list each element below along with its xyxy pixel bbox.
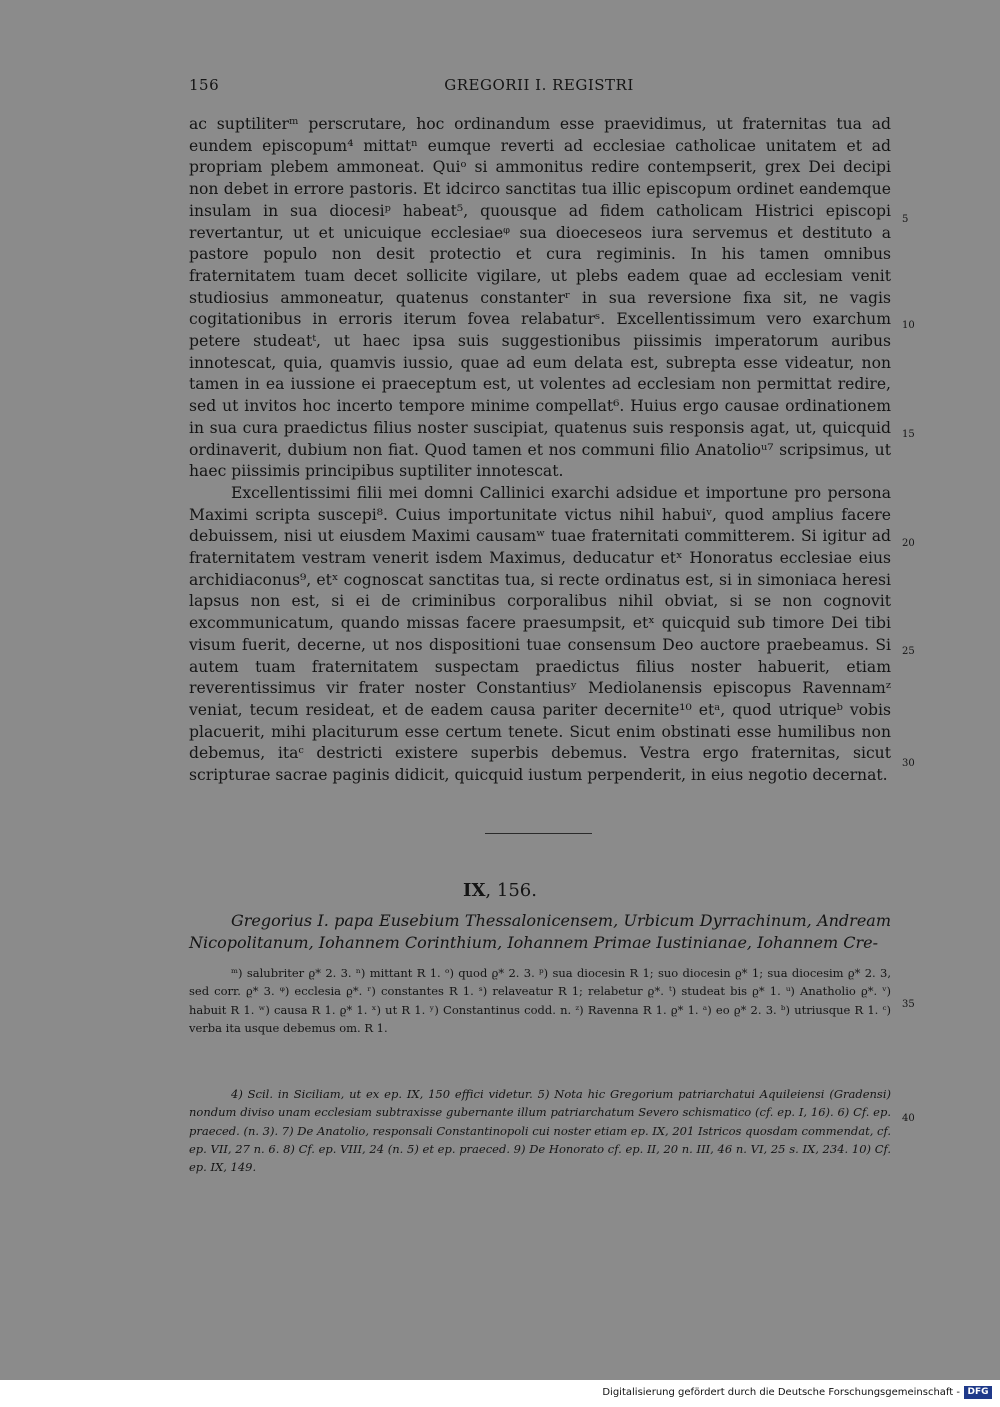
line-number: 5 <box>902 214 909 225</box>
running-title: GREGORII I. REGISTRI <box>444 76 634 94</box>
line-number: 40 <box>902 1113 915 1124</box>
line-number: 30 <box>902 758 915 769</box>
line-number: 10 <box>902 320 915 331</box>
dfg-logo: DFG <box>964 1386 992 1399</box>
critical-apparatus <box>189 964 891 1037</box>
summary-text: Gregorius I. papa Eusebium Thessalonicensem, Urbicum Dyrrachinum, Andream Nicopolitanum, Iohannem Corinthium, Iohannem Primae Iustinianae, Iohannem Cre- <box>189 911 891 952</box>
footer-bar <box>0 1380 1000 1407</box>
main-text <box>189 114 891 787</box>
page-number: 156 <box>189 76 220 94</box>
letter-suffix: , 156. <box>485 880 537 901</box>
line-number: 15 <box>902 429 915 440</box>
section-divider <box>485 833 592 834</box>
line-number: 35 <box>902 999 915 1010</box>
letter-number: IX <box>463 880 486 901</box>
funding-notice: Digitalisierung gefördert durch die Deutsche Forschungsgemeinschaft - <box>602 1387 960 1398</box>
commentary-notes <box>189 1085 891 1176</box>
letter-title <box>0 880 1000 901</box>
paragraph-1: ac suptiliterᵐ perscrutare, hoc ordinandum esse praevidimus, ut fraternitas tua ad eundem episcopum⁴ mittatⁿ eumque reverti ad ecclesiae catholicae unitatem et ad propriam plebem ammoneat. Quiᵒ si ammonitus redire contempserit, grex Dei decipi non debet in errore pastoris. Et idcirco sanctitas tua illic episcopum ordinet eandemque insulam in sua diocesiᵖ habeat⁵, quousque ad fidem catholicam Histrici episcopi revertantur, ut et unicuique ecclesiaeᵠ sua dioeceseos iura servemus et destituto a pastore populo non desit protectio et cura regiminis. In his tamen omnibus fraternitatem tuam decet sollicite vigilare, ut plebs eadem quae ad ecclesiam venit studiosius ammoneatur, quatenus constanterʳ in sua reversione fixa sit, ne vagis cogitationibus in erroris iterum fovea relabaturˢ. Excellentissimum vero exarchum petere studeatᵗ, ut haec ipsa suis suggestionibus piissimis imperatorum auribus innotescat, quia, quamvis iussio, quae ad eum delata est, subrepta esse videatur, non tamen in ea iussione ei praeceptum est, ut volentes ad ecclesiam non permittat redire, sed ut invitos hoc incerto tempore minime compellat⁶. Huius ergo causae ordinationem in sua cura praedictus filius noster suscipiat, quatenus suis responsis agat, ut, quicquid ordinaverit, dubium non fiat. Quod tamen et nos communi filio Anatolioᵘ⁷ scripsimus, ut haec piissimis principibus suptiliter innotescat. <box>189 115 891 481</box>
letter-summary <box>189 910 891 954</box>
line-number: 25 <box>902 646 915 657</box>
commentary-text: 4) Scil. in Siciliam, ut ex ep. IX, 150 effici videtur. 5) Nota hic Gregorium patriarchatui Aquileiensi (Gradensi) nondum diviso unam ecclesiam subtraxisse gubernante illum patriarchatum Severo schismatico (cf. ep. I, 16). 6) Cf. ep. praeced. (n. 3). 7) De Anatolio, responsali Constantinopoli cui noster etiam ep. IX, 201 Istricos quosdam commendat, cf. ep. VII, 27 n. 6. 8) Cf. ep. VIII, 24 (n. 5) et ep. praeced. 9) De Honorato cf. ep. II, 20 n. III, 46 n. VI, 25 s. IX, 234. 10) Cf. ep. IX, 149. <box>189 1087 891 1175</box>
paragraph-2: Excellentissimi filii mei domni Callinici exarchi adsidue et importune pro persona Maximi scripta suscepi⁸. Cuius importunitate victus nihil habuiᵛ, quod amplius facere debuissem, nisi ut eiusdem Maximi causamʷ tuae fraternitati committerem. Si igitur ad fraternitatem vestram venerit isdem Maximus, deducatur etˣ Honoratus ecclesiae eius archidiaconus⁹, etˣ cognoscat sanctitas tua, si recte ordinatus est, si in simoniaca heresi lapsus non est, si ei de criminibus corporalibus nihil obviat, si se non cognovit excommunicatum, quando missas facere praesumpsit, etˣ quicquid sub timore Dei tibi visum fuerit, decerne, ut nos dispositioni tuae consensum Deo auctore praebeamus. Si autem tuam fraternitatem suspectam praedictus filius noster habuerit, etiam reverentissimus vir frater noster Constantiusʸ Mediolanensis episcopus Ravennamᶻ veniat, tecum resideat, et de eadem causa pariter decernite¹⁰ etᵃ, quod utriqueᵇ vobis placuerit, mihi placiturum esse certum tenete. Sicut enim obstinati esse humilibus non debemus, itaᶜ destricti existere superbis debemus. Vestra ergo fraternitas, sicut scripturae sacrae paginis didicit, quicquid iustum perpenderit, in eius negotio decernat. <box>189 483 891 785</box>
apparatus-text: ᵐ) salubriter ϱ* 2. 3. ⁿ) mittant R 1. ᵒ) quod ϱ* 2. 3. ᵖ) sua diocesin R 1; suo diocesin ϱ* 1; sua diocesim ϱ* 2. 3, sed corr. ϱ* 3. ᵠ) ecclesia ϱ*. ʳ) constantes R 1. ˢ) relaveatur R 1; relabetur ϱ*. ᵗ) studeat bis ϱ* 1. ᵘ) Anatholio ϱ*. ᵛ) habuit R 1. ʷ) causa R 1. ϱ* 1. ˣ) ut R 1. ʸ) Constantinus codd. n. ᶻ) Ravenna R 1. ϱ* 1. ᵃ) eo ϱ* 2. 3. ᵇ) utriusque R 1. ᶜ) verba ita usque debemus om. R 1. <box>189 966 891 1035</box>
line-number: 20 <box>902 538 915 549</box>
